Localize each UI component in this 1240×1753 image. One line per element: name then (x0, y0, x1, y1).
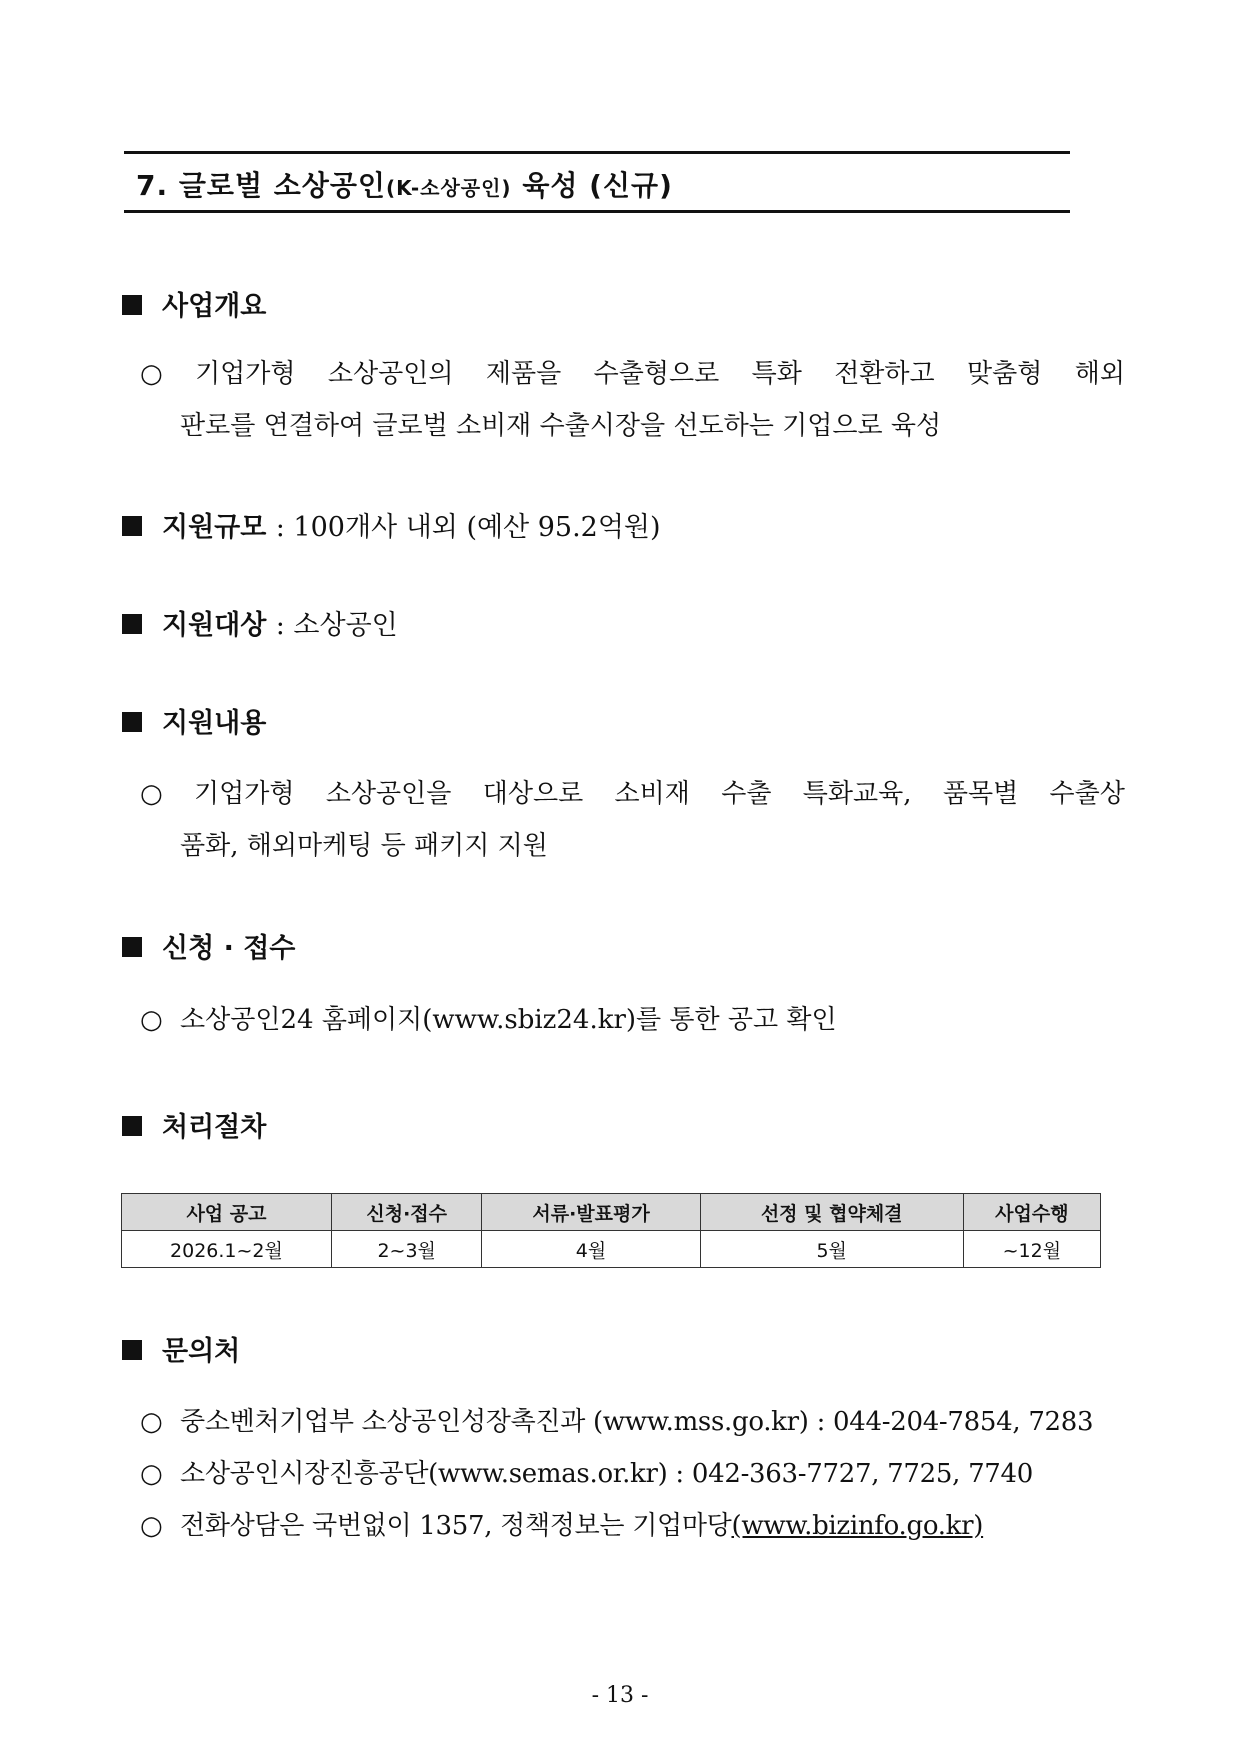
page-number: - 13 - (591, 1683, 649, 1708)
word: 특화 (751, 359, 802, 389)
word: 수출상 (1049, 779, 1125, 809)
content-line-1 (140, 768, 1125, 820)
heading-contact (122, 1329, 240, 1368)
overview-paragraph (140, 348, 1125, 452)
word: 소상공인을 (325, 779, 452, 809)
square-bullet-icon (122, 937, 142, 957)
heading-scale-label: 지원규모 (162, 512, 267, 543)
circle-bullet-icon: ○ (140, 1459, 163, 1489)
heading-process (122, 1105, 266, 1144)
contact-line-1 (140, 1396, 1125, 1448)
process-value-row (122, 1231, 1101, 1268)
heading-contact-label: 문의처 (162, 1336, 241, 1367)
circle-bullet-icon: ○ (140, 1005, 163, 1035)
process-header-cell: 사업수행 (963, 1194, 1100, 1231)
process-header-cell: 신청·접수 (331, 1194, 482, 1231)
square-bullet-icon (122, 1116, 142, 1136)
square-bullet-icon (122, 712, 142, 732)
title-main: 7. 글로벌 소상공인 (136, 169, 386, 202)
word: 대상으로 (482, 779, 584, 809)
content-paragraph (140, 768, 1125, 872)
heading-apply (122, 926, 295, 965)
process-header-cell: 선정 및 협약체결 (700, 1194, 963, 1231)
bizinfo-link[interactable]: (www.bizinfo.go.kr) (731, 1511, 984, 1541)
apply-paragraph (140, 994, 1125, 1046)
title-paren: (K-소상공인) (385, 176, 512, 200)
process-value-cell: 5월 (700, 1231, 963, 1268)
heading-apply-label: 신청 · 접수 (162, 933, 296, 964)
word: 해외 (1074, 359, 1125, 389)
word: 수출형으로 (593, 359, 720, 389)
content-line-2: 품화, 해외마케팅 등 패키지 지원 (180, 831, 548, 861)
process-header-cell: 사업 공고 (122, 1194, 332, 1231)
process-value-cell: 2026.1~2월 (122, 1231, 332, 1268)
process-header-cell: 서류·발표평가 (482, 1194, 700, 1231)
word: 전환하고 (834, 359, 935, 389)
heading-scale (122, 505, 661, 544)
process-header-row (122, 1194, 1101, 1231)
square-bullet-icon (122, 295, 142, 315)
contact-line-3-text: 전화상담은 국번없이 1357, 정책정보는 기업마당 (180, 1511, 732, 1541)
process-value-cell: 2~3월 (331, 1231, 482, 1268)
target-value: : 소상공인 (275, 610, 398, 641)
contact-line-2-text: 소상공인시장진흥공단(www.semas.or.kr) : 042-363-7727, 7725, 7740 (180, 1459, 1034, 1489)
heading-process-label: 처리절차 (162, 1112, 267, 1143)
word: 기업가형 (195, 359, 296, 389)
section-title (136, 164, 673, 204)
contact-line-1-text: 중소벤처기업부 소상공인성장촉진과 (www.mss.go.kr) : 044-204-7854, 7283 (180, 1407, 1094, 1437)
heading-content (122, 701, 266, 740)
word: 수출 (721, 779, 772, 809)
overview-line-2: 판로를 연결하여 글로벌 소비재 수출시장을 선도하는 기업으로 육성 (180, 411, 942, 441)
contact-line-3 (140, 1500, 1125, 1552)
scale-value: : 100개사 내외 (예산 95.2억원) (275, 512, 661, 543)
word: 맞춤형 (967, 359, 1043, 389)
section-title-box (124, 151, 1070, 213)
circle-bullet-icon: ○ (140, 1511, 163, 1541)
apply-line-1: 소상공인24 홈페이지(www.sbiz24.kr)를 통한 공고 확인 (180, 1005, 837, 1035)
word: 제품을 (485, 359, 562, 389)
circle-bullet-icon: ○ (140, 1407, 163, 1437)
word: 품목별 (942, 779, 1019, 809)
process-table (121, 1193, 1101, 1268)
overview-line-1 (140, 348, 1125, 400)
heading-target-label: 지원대상 (162, 610, 267, 641)
contact-paragraph (140, 1396, 1125, 1552)
word: 특화교육, (802, 779, 912, 809)
word: 소비재 (614, 779, 690, 809)
word: 기업가형 (194, 779, 295, 809)
square-bullet-icon (122, 1340, 142, 1360)
contact-line-2 (140, 1448, 1125, 1500)
circle-bullet-icon: ○ (140, 779, 163, 809)
circle-bullet-icon: ○ (140, 359, 163, 389)
process-value-cell: 4월 (482, 1231, 700, 1268)
title-tail: 육성 (신규) (522, 169, 673, 202)
square-bullet-icon (122, 516, 142, 536)
heading-content-label: 지원내용 (162, 708, 267, 739)
heading-overview (122, 284, 266, 323)
word: 소상공인의 (327, 359, 454, 389)
square-bullet-icon (122, 614, 142, 634)
heading-target (122, 603, 398, 642)
heading-overview-label: 사업개요 (162, 291, 267, 322)
process-value-cell: ~12월 (963, 1231, 1100, 1268)
